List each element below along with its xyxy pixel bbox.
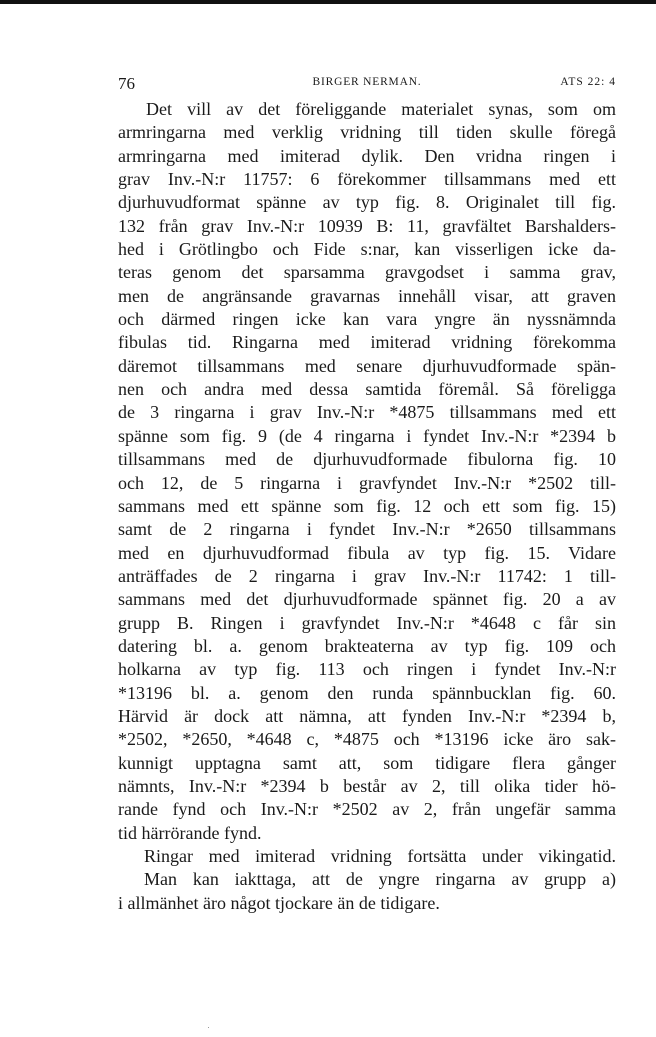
- text-line: *2502, *2650, *4648 c, *4875 och *13196 icke äro sak-: [118, 729, 616, 750]
- text-line: i allmänhet äro något tjockare än de tidigare.: [118, 892, 440, 913]
- text-line: men de angränsande gravarnas innehåll visar, att graven: [118, 285, 616, 306]
- text-line: armringarna med verklig vridning till tiden skulle föregå: [118, 122, 616, 143]
- page-header: [118, 74, 616, 96]
- running-head: BIRGER NERMAN.: [312, 76, 422, 88]
- text-line: Ringar med imiterad vridning fortsätta under vikingatid.: [144, 846, 616, 866]
- text-line: Det vill av det föreliggande materialet synas, som om: [146, 99, 616, 119]
- text-line: tid härrörande fynd.: [118, 822, 262, 843]
- text-line: nämnts, Inv.-N:r *2394 b består av 2, till olika tider hö-: [118, 775, 616, 796]
- body-text: [118, 98, 616, 915]
- text-line: grupp B. Ringen i gravfyndet Inv.-N:r *4648 c får sin: [118, 612, 616, 633]
- text-line: anträffades de 2 ringarna i grav Inv.-N:r 11742: 1 till-: [118, 565, 616, 586]
- text-line: rande fynd och Inv.-N:r *2502 av 2, från ungefär samma: [118, 799, 616, 820]
- text-line: 132 från grav Inv.-N:r 10939 B: 11, gravfältet Barshalders-: [118, 215, 616, 236]
- series-reference: ATS 22: 4: [560, 76, 616, 88]
- text-line: grav Inv.-N:r 11757: 6 förekommer tillsammans med ett: [118, 169, 616, 190]
- text-line: de 3 ringarna i grav Inv.-N:r *4875 tillsammans med ett: [118, 402, 616, 423]
- text-line: spänne som fig. 9 (de 4 ringarna i fyndet Inv.-N:r *2394 b: [118, 425, 616, 446]
- text-line: fibulas tid. Ringarna med imiterad vridning förekomma: [118, 332, 616, 353]
- text-line: armringarna med imiterad dylik. Den vridna ringen i: [118, 145, 616, 166]
- text-line: sammans med ett spänne som fig. 12 och ett som fig. 15): [118, 495, 616, 516]
- text-line: med en djurhuvudformad fibula av typ fig. 15. Vidare: [118, 542, 616, 563]
- text-line: och 12, de 5 ringarna i gravfyndet Inv.-N:r *2502 till-: [118, 472, 616, 493]
- text-line: sammans med det djurhuvudformade spännet fig. 20 a av: [118, 589, 616, 610]
- paper-speck: [208, 1027, 209, 1028]
- text-line: och därmed ringen icke kan vara yngre än nyssnämnda: [118, 309, 616, 330]
- top-edge-rule: [0, 0, 656, 4]
- text-line: kunnigt upptagna samt att, som tidigare flera gånger: [118, 752, 616, 773]
- text-line: däremot tillsammans med senare djurhuvudformade spän-: [118, 355, 616, 376]
- text-line: djurhuvudformat spänne av typ fig. 8. Originalet till fig.: [118, 192, 616, 213]
- text-line: hed i Grötlingbo och Fide s:nar, kan visserligen icke da-: [118, 239, 616, 260]
- text-line: samt de 2 ringarna i fyndet Inv.-N:r *2650 tillsammans: [118, 519, 616, 540]
- page-number: 76: [118, 74, 135, 93]
- text-line: Man kan iakttaga, att de yngre ringarna av grupp a): [144, 869, 616, 890]
- text-line: Härvid är dock att nämna, att fynden Inv.-N:r *2394 b,: [118, 705, 616, 726]
- text-line: *13196 bl. a. genom den runda spännbucklan fig. 60.: [118, 682, 616, 703]
- text-line: tillsammans med de djurhuvudformade fibulorna fig. 10: [118, 449, 616, 470]
- text-line: datering bl. a. genom brakteaterna av typ fig. 109 och: [118, 635, 616, 656]
- text-line: nen och andra med dessa samtida föremål. Så föreligga: [118, 379, 616, 400]
- text-line: teras genom det sparsamma gravgodset i samma grav,: [118, 262, 616, 283]
- text-line: holkarna av typ fig. 113 och ringen i fyndet Inv.-N:r: [118, 659, 616, 680]
